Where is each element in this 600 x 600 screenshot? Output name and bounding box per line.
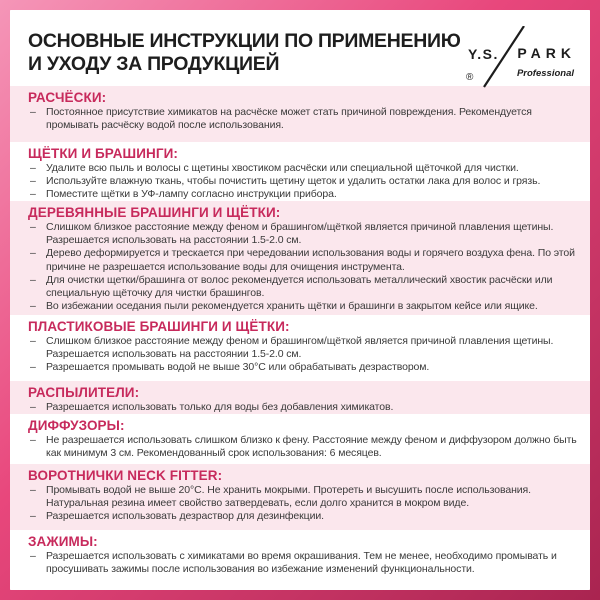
section-clips bbox=[10, 530, 590, 590]
section-wooden-brushes bbox=[10, 201, 590, 315]
dash-marker: – bbox=[30, 221, 36, 233]
list-item bbox=[28, 335, 582, 361]
dash-marker: – bbox=[30, 300, 36, 313]
dash-marker: – bbox=[30, 335, 36, 347]
dash-marker: – bbox=[30, 361, 36, 374]
logo-park-text: PARK bbox=[517, 45, 576, 61]
section-brushes bbox=[10, 142, 590, 201]
list-item-text: Во избежании оседания пыли рекомендуется хранить щётки и брашинги в закрытом кейсе или ящике. bbox=[46, 300, 538, 313]
list-item-text: Разрешается использовать только для воды без добавления химикатов. bbox=[46, 401, 394, 413]
list-item bbox=[28, 361, 582, 374]
section-combs bbox=[10, 86, 590, 142]
section-heading: ДЕРЕВЯННЫЕ БРАШИНГИ И ЩЁТКИ: bbox=[28, 205, 281, 220]
dash-marker: – bbox=[30, 434, 36, 446]
page-title-line2: И УХОДУ ЗА ПРОДУКЦИЕЙ bbox=[28, 53, 280, 75]
logo-ys-text: Y.S. bbox=[468, 46, 499, 62]
list-item-text: Разрешается использовать с химикатами во время окрашивания. Тем не менее, необходимо промывать и просушивать зажимы после использования во избежание изменений функциональности. bbox=[46, 550, 557, 576]
header bbox=[10, 10, 590, 86]
list-item bbox=[28, 550, 582, 576]
list-item bbox=[28, 247, 582, 273]
list-item-text: Разрешается промывать водой не выше 30°C или обрабатывать дезраствором. bbox=[46, 361, 430, 374]
list-item-text: Постоянное присутствие химикатов на расчёске может стать причиной повреждения. Рекомендуется промывать расчёску водой после использования. bbox=[46, 106, 532, 132]
list-item bbox=[28, 434, 582, 460]
dash-marker: – bbox=[30, 188, 36, 201]
section-heading: РАСЧЁСКИ: bbox=[28, 90, 107, 105]
list-item-text: Поместите щётки в УФ-лампу согласно инструкции прибора. bbox=[46, 188, 337, 201]
list-item bbox=[28, 188, 582, 201]
list-item-text: Для очистки щетки/брашинга от волос рекомендуется использовать металлический хвостик расчёски или специальную щёточку для чистки брашингов. bbox=[46, 273, 553, 300]
list-item bbox=[28, 274, 582, 300]
list-item bbox=[28, 162, 582, 175]
list-item bbox=[28, 510, 582, 523]
list-item bbox=[28, 221, 582, 247]
dash-marker: – bbox=[30, 106, 36, 118]
registered-trademark-icon: ® bbox=[466, 72, 474, 83]
instruction-sheet bbox=[10, 10, 590, 590]
ys-park-logo bbox=[466, 26, 576, 88]
section-heading: РАСПЫЛИТЕЛИ: bbox=[28, 385, 140, 400]
page-title-line1: ОСНОВНЫЕ ИНСТРУКЦИИ ПО ПРИМЕНЕНИЮ bbox=[28, 30, 461, 52]
list-item-text: Используйте влажную ткань, чтобы почистить щетину щеток и удалить остатки лака для волос и грязь. bbox=[46, 175, 541, 188]
dash-marker: – bbox=[30, 162, 36, 174]
section-heading: ВОРОТНИЧКИ NECK FITTER: bbox=[28, 468, 223, 483]
section-sprayers bbox=[10, 381, 590, 414]
page-title bbox=[28, 30, 461, 76]
section-heading: ЩЁТКИ И БРАШИНГИ: bbox=[28, 146, 179, 161]
section-neck-fitter bbox=[10, 464, 590, 530]
list-item bbox=[28, 484, 582, 510]
list-item-text: Удалите всю пыль и волосы с щетины хвостиком расчёски или специальной щёточкой для чистки. bbox=[46, 162, 519, 174]
section-plastic-brushes bbox=[10, 315, 590, 381]
list-item-text: Слишком близкое расстояние между феном и брашингом/щёткой является причиной плавления щетины. Разрешается использовать на расстоянии 1.5-2.0 см. bbox=[46, 221, 554, 247]
list-item-text: Промывать водой не выше 20°C. Не хранить мокрыми. Протереть и высушить после использования. Натуральная резина имеет свойство затвердевать, если долго хранится в мокром виде. bbox=[46, 484, 531, 510]
list-item bbox=[28, 106, 582, 132]
dash-marker: – bbox=[30, 247, 36, 260]
dash-marker: – bbox=[30, 273, 36, 286]
dash-marker: – bbox=[30, 401, 36, 413]
list-item bbox=[28, 401, 582, 414]
dash-marker: – bbox=[30, 510, 36, 523]
dash-marker: – bbox=[30, 484, 36, 496]
list-item bbox=[28, 175, 582, 188]
section-diffusers bbox=[10, 414, 590, 464]
dash-marker: – bbox=[30, 550, 36, 562]
list-item bbox=[28, 300, 582, 313]
dash-marker: – bbox=[30, 175, 36, 188]
list-item-text: Дерево деформируется и трескается при чередовании использования воды и горячего воздуха фена. По этой причине не разрешается использование воды для очищения инструмента. bbox=[46, 247, 575, 273]
section-heading: ЗАЖИМЫ: bbox=[28, 534, 98, 549]
list-item-text: Слишком близкое расстояние между феном и брашингом/щёткой является причиной плавления щетины. Разрешается использовать на расстоянии 1.5-2.0 см. bbox=[46, 335, 554, 361]
section-heading: ПЛАСТИКОВЫЕ БРАШИНГИ И ЩЁТКИ: bbox=[28, 319, 290, 334]
list-item-text: Разрешается использовать дезраствор для дезинфекции. bbox=[46, 510, 324, 523]
section-heading: ДИФФУЗОРЫ: bbox=[28, 418, 125, 433]
logo-professional-text: Professional bbox=[516, 68, 574, 79]
list-item-text: Не разрешается использовать слишком близко к фену. Расстояние между феном и диффузором должно быть как минимум 3 см. Рекомендованный срок использования: 6 месяцев. bbox=[46, 434, 577, 460]
